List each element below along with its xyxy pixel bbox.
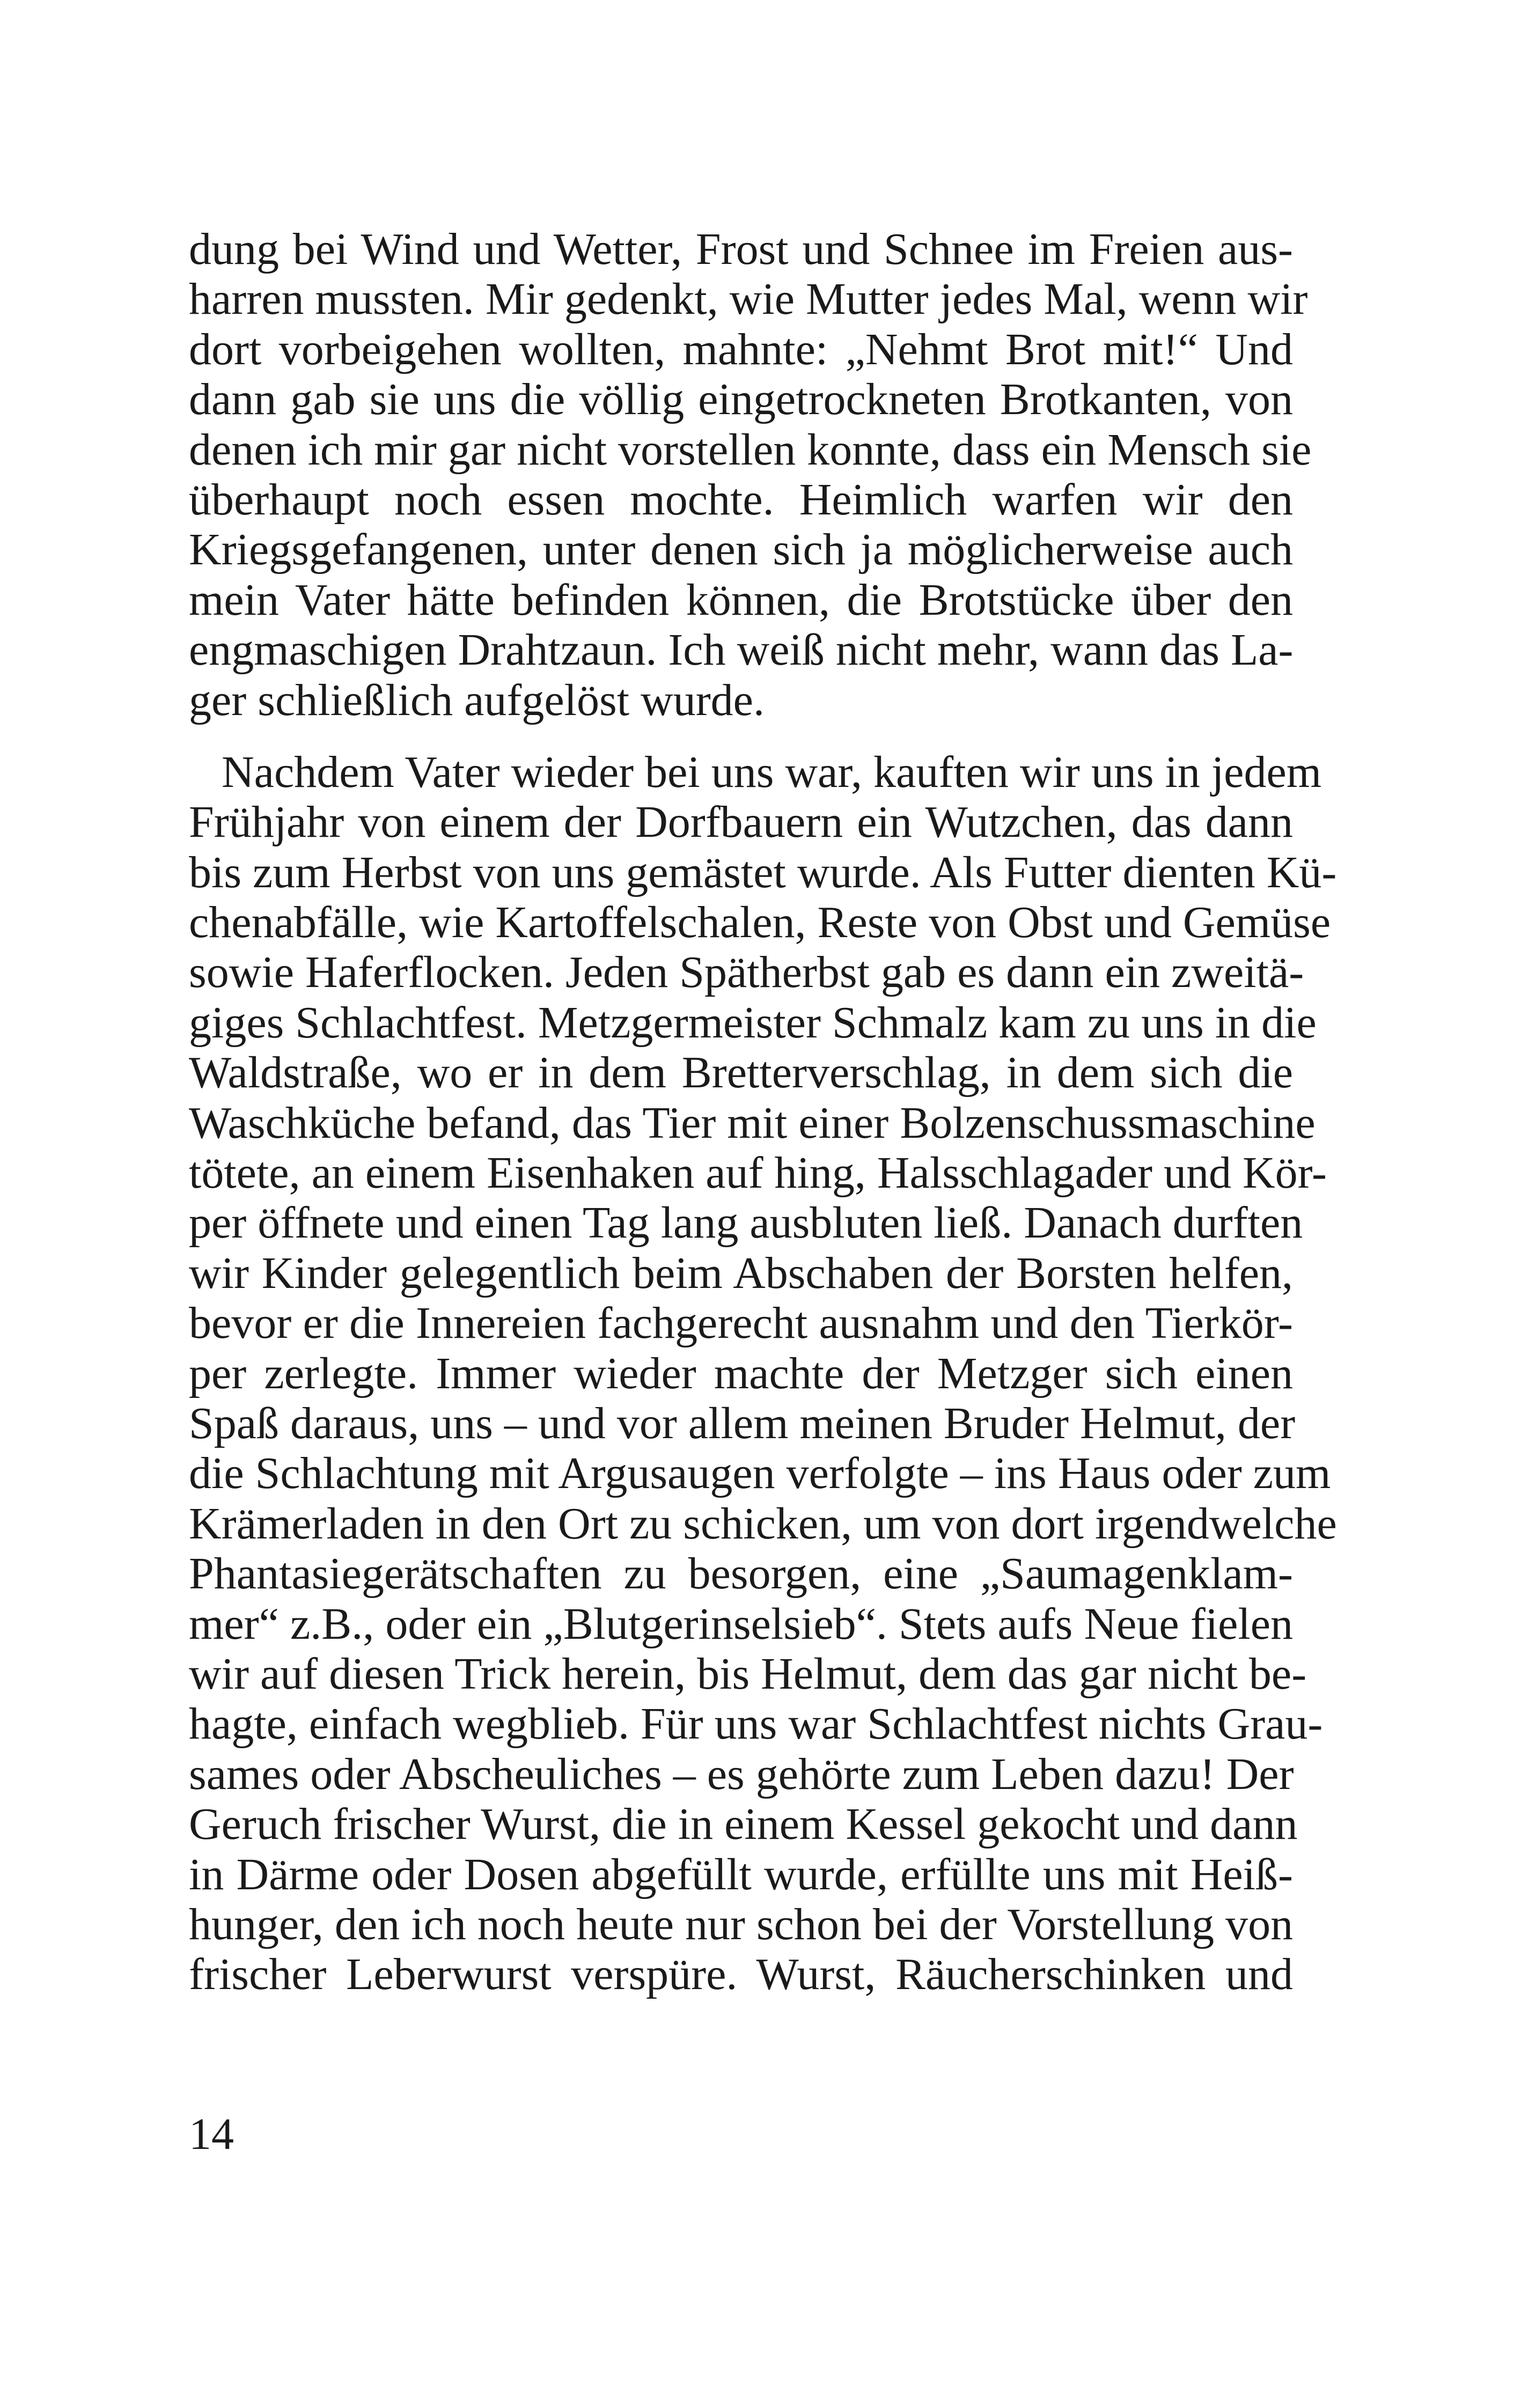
text-line: Krämerladen in den Ort zu schicken, um von dort irgendwelche (189, 1498, 1337, 1549)
text-line: hunger, den ich noch heute nur schon bei der Vorstellung von (189, 1899, 1294, 1949)
text-line: harren mussten. Mir gedenkt, wie Mutter jedes Mal, wenn wir (189, 274, 1308, 325)
text-line: sowie Haferflocken. Jeden Spätherbst gab es dann ein zweitä- (189, 947, 1304, 998)
text-line: frischer Leberwurst verspüre. Wurst, Räucherschinken und (189, 1949, 1293, 2000)
text-line: wir auf diesen Trick herein, bis Helmut, dem das gar nicht be- (189, 1648, 1307, 1699)
text-line: per zerlegte. Immer wieder machte der Metzger sich einen (189, 1348, 1293, 1398)
text-line: sames oder Abscheuliches – es gehörte zum Leben dazu! Der (189, 1749, 1294, 1799)
text-line: Frühjahr von einem der Dorfbauern ein Wutzchen, das dann (189, 797, 1293, 848)
text-line: ger schließlich aufgelöst wurde. (189, 675, 765, 725)
text-line: Waldstraße, wo er in dem Bretterverschlag, in dem sich die (189, 1048, 1293, 1098)
text-line: überhaupt noch essen mochte. Heimlich warfen wir den (189, 474, 1293, 525)
text-line: Kriegsgefangenen, unter denen sich ja möglicherweise auch (189, 525, 1293, 575)
text-line: denen ich mir gar nicht vorstellen konnte, dass ein Mensch sie (189, 424, 1312, 475)
text-line: Nachdem Vater wieder bei uns war, kauften wir uns in jedem (222, 747, 1322, 797)
text-line: Geruch frischer Wurst, die in einem Kessel gekocht und dann (189, 1799, 1298, 1850)
text-line: Waschküche befand, das Tier mit einer Bolzenschussmaschine (189, 1098, 1316, 1148)
text-line: hagte, einfach wegblieb. Für uns war Schlachtfest nichts Grau- (189, 1699, 1323, 1749)
paragraph (189, 224, 1312, 725)
text-line: in Därme oder Dosen abgefüllt wurde, erfüllte uns mit Heiß- (189, 1849, 1293, 1899)
text-line: bevor er die Innereien fachgerecht ausnahm und den Tierkör- (189, 1298, 1293, 1349)
text-line: die Schlachtung mit Argusaugen verfolgte – ins Haus oder zum (189, 1448, 1331, 1499)
text-line: mein Vater hätte befinden können, die Brotstücke über den (189, 575, 1293, 625)
text-line: tötete, an einem Eisenhaken auf hing, Halsschlagader und Kör- (189, 1148, 1327, 1198)
text-line: Spaß daraus, uns – und vor allem meinen Bruder Helmut, der (189, 1398, 1296, 1448)
text-line: wir Kinder gelegentlich beim Abschaben der Borsten helfen, (189, 1248, 1293, 1298)
text-line: mer“ z.B., oder ein „Blutgerinselsieb“. Stets aufs Neue fielen (189, 1599, 1293, 1649)
paragraph-gap (189, 725, 1293, 747)
text-line: bis zum Herbst von uns gemästet wurde. Als Futter dienten Kü- (189, 847, 1337, 897)
body-text (189, 224, 1337, 2000)
text-line: giges Schlachtfest. Metzgermeister Schmalz kam zu uns in die (189, 997, 1317, 1048)
text-line: dann gab sie uns die völlig eingetrockneten Brotkanten, von (189, 374, 1293, 425)
paragraph (189, 747, 1337, 2000)
text-line: engmaschigen Drahtzaun. Ich weiß nicht mehr, wann das La- (189, 625, 1294, 675)
text-line: dort vorbeigehen wollten, mahnte: „Nehmt Brot mit!“ Und (189, 324, 1293, 374)
text-line: Phantasiegerätschaften zu besorgen, eine „Saumagenklam- (189, 1549, 1293, 1599)
text-line: chenabfälle, wie Kartoffelschalen, Reste von Obst und Gemüse (189, 897, 1331, 948)
text-line: dung bei Wind und Wetter, Frost und Schnee im Freien aus- (189, 224, 1293, 274)
page-number: 14 (189, 2109, 234, 2159)
text-line: per öffnete und einen Tag lang ausbluten ließ. Danach durften (189, 1198, 1303, 1248)
